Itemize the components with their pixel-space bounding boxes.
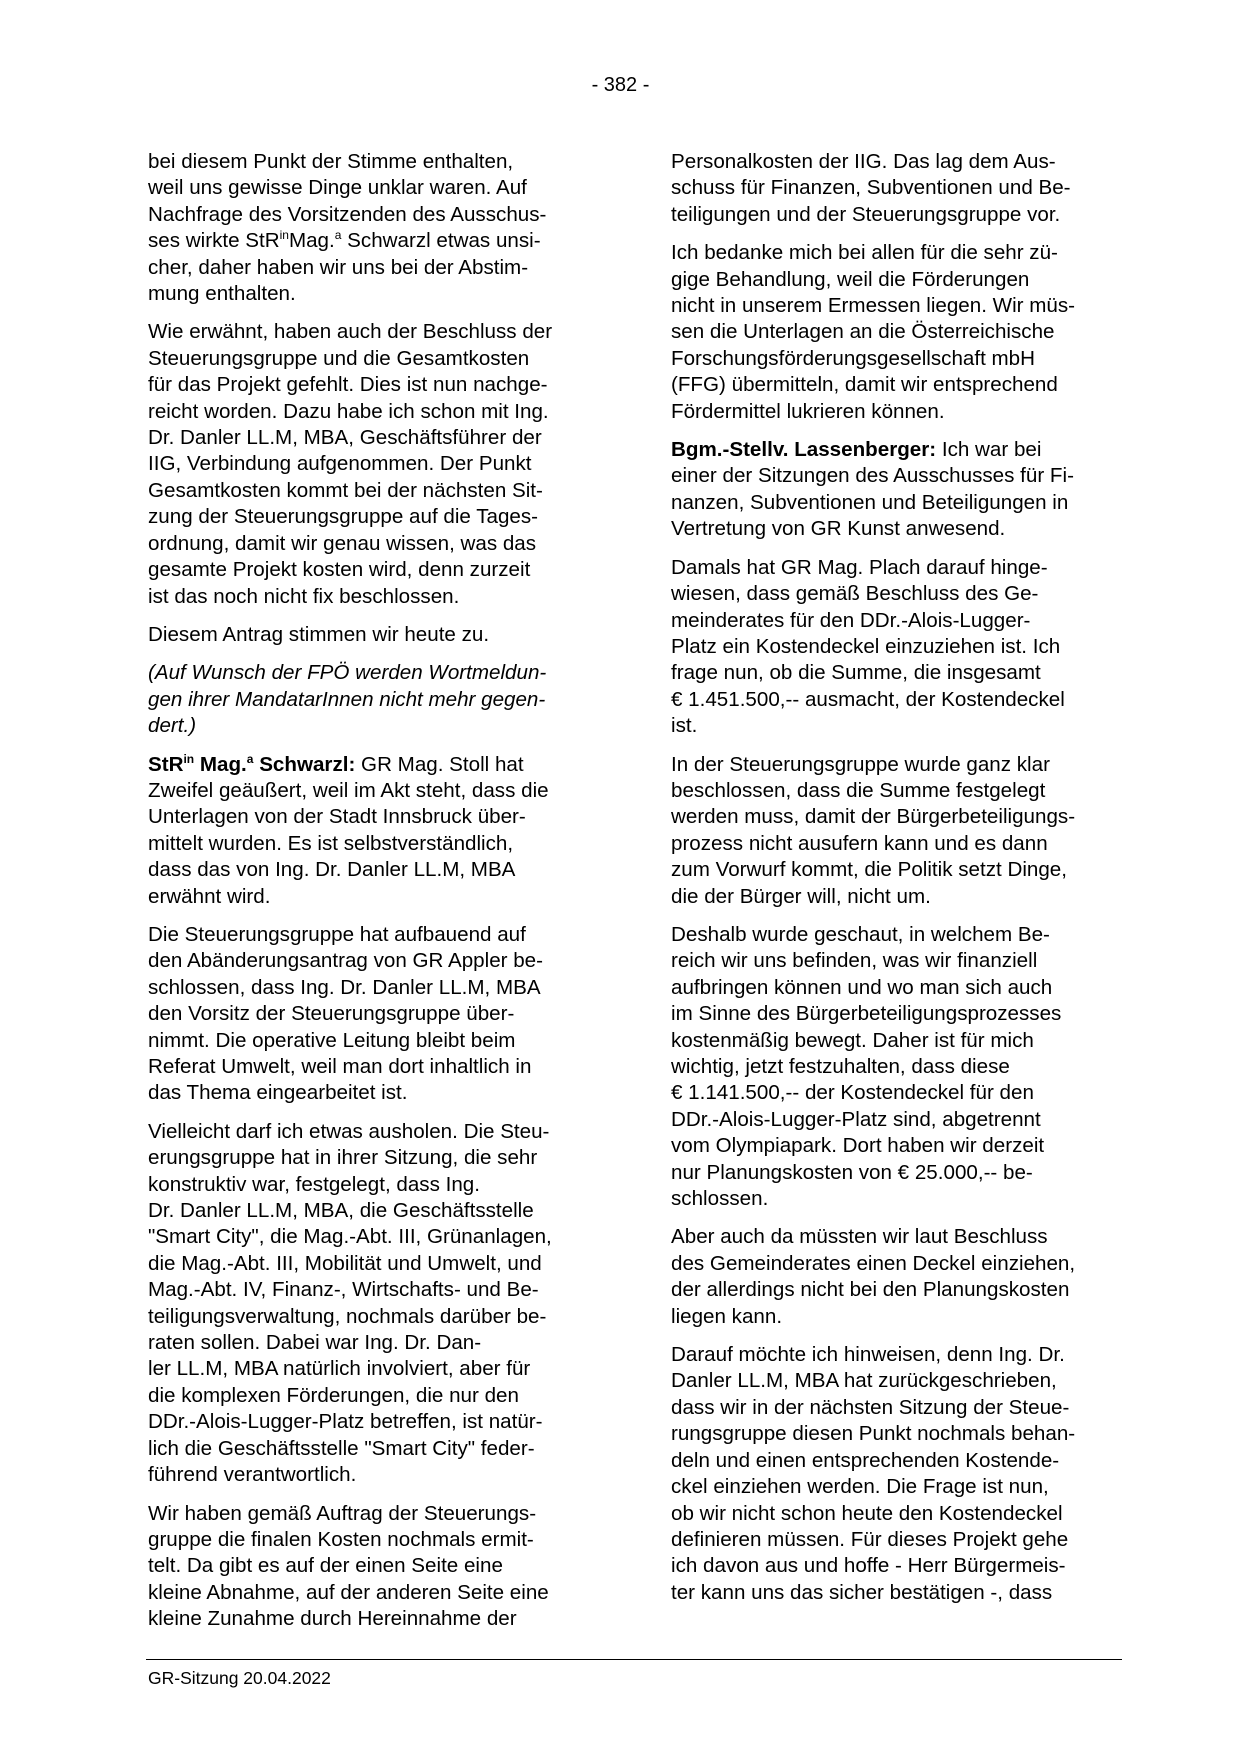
text-line: den Vorsitz der Steuerungsgruppe über-	[148, 1002, 515, 1026]
text-line: dass wir in der nächsten Sitzung der Steue-	[671, 1395, 1070, 1419]
speaker-name: StR$^{in}$ Mag.$^a$ Schwarzl:	[148, 751, 356, 776]
text-line: zung der Steuerungsgruppe auf die Tages-	[148, 505, 539, 529]
text-line: teiligungen und der Steuerungsgruppe vor.	[671, 202, 1061, 226]
text-line: Bgm.-Stellv. Lassenberger: Ich war bei	[671, 438, 1042, 462]
left-column	[148, 149, 600, 1645]
text-line: reich wir uns befinden, was wir finanziell	[671, 949, 1038, 973]
text-line: Fördermittel lukrieren können.	[671, 399, 945, 423]
right-column	[671, 149, 1123, 1618]
text-line: erungsgruppe hat in ihrer Sitzung, die sehr	[148, 1146, 538, 1170]
text-line: kostenmäßig bewegt. Daher ist für mich	[671, 1028, 1034, 1052]
text-line: Platz ein Kostendeckel einzuziehen ist. Ich	[671, 634, 1061, 658]
text-line: gesamte Projekt kosten wird, denn zurzeit	[148, 558, 531, 582]
text-line: Darauf möchte ich hinweisen, denn Ing. Dr.	[671, 1343, 1065, 1367]
text-line: das Thema eingearbeitet ist.	[148, 1081, 408, 1105]
text-line: Gesamtkosten kommt bei der nächsten Sit-	[148, 478, 543, 502]
text-line: nanzen, Subventionen und Beteiligungen in	[671, 490, 1069, 514]
text-line: rungsgruppe diesen Punkt nochmals behan-	[671, 1422, 1076, 1446]
text-line: der allerdings nicht bei den Planungskosten	[671, 1278, 1070, 1302]
text-line: Deshalb wurde geschaut, in welchem Be-	[671, 922, 1050, 946]
text-line: gen ihrer MandatarInnen nicht mehr gegen-	[148, 687, 546, 711]
text-line: gige Behandlung, weil die Förderungen	[671, 267, 1030, 291]
text-line: Forschungsförderungsgesellschaft mbH	[671, 346, 1036, 370]
speaker-paragraph	[148, 752, 600, 910]
paragraph	[671, 1342, 1123, 1606]
text-line: Steuerungsgruppe und die Gesamtkosten	[148, 346, 530, 370]
text-line: nicht in unserem Ermessen liegen. Wir müs-	[671, 294, 1076, 318]
text-line: vom Olympiapark. Dort haben wir derzeit	[671, 1134, 1045, 1158]
text-line: weil uns gewisse Dinge unklar waren. Auf	[148, 176, 527, 200]
text-line: Mag.-Abt. IV, Finanz-, Wirtschafts- und Be-	[148, 1278, 539, 1302]
paragraph	[148, 922, 600, 1107]
text-line: raten sollen. Dabei war Ing. Dr. Dan-	[148, 1331, 482, 1355]
text-line: beschlossen, dass die Summe festgelegt	[671, 778, 1046, 802]
text-line: frage nun, ob die Summe, die insgesamt	[671, 661, 1041, 685]
text-line: nur Planungskosten von € 25.000,-- be-	[671, 1160, 1033, 1184]
text-line: Dr. Danler LL.M, MBA, die Geschäftsstelle	[148, 1199, 534, 1223]
paragraph	[148, 1501, 600, 1633]
text-line: dass das von Ing. Dr. Danler LL.M, MBA	[148, 858, 516, 882]
text-line: Aber auch da müssten wir laut Beschluss	[671, 1225, 1048, 1249]
text-line: DDr.-Alois-Lugger-Platz sind, abgetrennt	[671, 1107, 1041, 1131]
text-line: kleine Abnahme, auf der anderen Seite eine	[148, 1580, 549, 1604]
text-line: reicht worden. Dazu habe ich schon mit Ing.	[148, 399, 549, 423]
text-line: deln und einen entsprechenden Kostende-	[671, 1448, 1060, 1472]
text-line: die komplexen Förderungen, die nur den	[148, 1383, 519, 1407]
text-line: Ich bedanke mich bei allen für die sehr zü-	[671, 241, 1058, 265]
text-line: (Auf Wunsch der FPÖ werden Wortmeldun-	[148, 661, 547, 685]
text-line: mittelt wurden. Es ist selbstverständlich,	[148, 831, 514, 855]
footer-session-date: GR-Sitzung 20.04.2022	[148, 1668, 331, 1688]
paragraph	[148, 622, 600, 648]
text-line: ler LL.M, MBA natürlich involviert, aber für	[148, 1357, 531, 1381]
text-line: die der Bürger will, nicht um.	[671, 884, 931, 908]
speaker-name: Bgm.-Stellv. Lassenberger:	[671, 438, 937, 462]
text-line: ich davon aus und hoffe - Herr Bürgermeis-	[671, 1554, 1066, 1578]
paragraph	[671, 555, 1123, 740]
text-line: erwähnt wird.	[148, 884, 271, 908]
text-line: zum Vorwurf kommt, die Politik setzt Dinge,	[671, 858, 1067, 882]
editorial-note	[148, 660, 600, 739]
text-line: Vertretung von GR Kunst anwesend.	[671, 517, 1006, 541]
text-line: Referat Umwelt, weil man dort inhaltlich in	[148, 1055, 532, 1078]
paragraph	[671, 1224, 1123, 1330]
text-line: konstruktiv war, festgelegt, dass Ing.	[148, 1172, 480, 1196]
text-line: cher, daher haben wir uns bei der Abstim-	[148, 255, 529, 279]
text-line: ter kann uns das sicher bestätigen -, dass	[671, 1580, 1053, 1604]
text-line: lich die Geschäftsstelle "Smart City" feder-	[148, 1436, 535, 1460]
footer-divider	[146, 1659, 1122, 1660]
text-line: "Smart City", die Mag.-Abt. III, Grünanlagen,	[148, 1225, 552, 1249]
paragraph	[671, 922, 1123, 1212]
paragraph	[148, 149, 600, 307]
text-line: ist das noch nicht fix beschlossen.	[148, 584, 460, 608]
text-line: telt. Da gibt es auf der einen Seite eine	[148, 1554, 503, 1578]
text-line: Wir haben gemäß Auftrag der Steuerungs-	[148, 1501, 537, 1525]
text-line: Diesem Antrag stimmen wir heute zu.	[148, 622, 490, 646]
text-line: sen die Unterlagen an die Österreichische	[671, 320, 1055, 344]
text-line: definieren müssen. Für dieses Projekt gehe	[671, 1527, 1069, 1551]
text-line: prozess nicht ausufern kann und es dann	[671, 831, 1048, 855]
text-line: Wie erwähnt, haben auch der Beschluss der	[148, 320, 553, 344]
text-line: führend verantwortlich.	[148, 1463, 357, 1487]
text-line: bei diesem Punkt der Stimme enthalten,	[148, 150, 514, 173]
text-line: StR$^{in}$ Mag.$^a$ Schwarzl: GR Mag. Stoll hat	[148, 751, 524, 776]
text-line: schlossen, dass Ing. Dr. Danler LL.M, MBA	[148, 975, 541, 999]
text-line: gruppe die finalen Kosten nochmals ermit-	[148, 1527, 534, 1551]
text-line: wiesen, dass gemäß Beschluss des Ge-	[671, 582, 1039, 606]
speaker-paragraph	[671, 437, 1123, 543]
text-line: meinderates für den DDr.-Alois-Lugger-	[671, 608, 1031, 632]
text-line: im Sinne des Bürgerbeteiligungsprozesses	[671, 1002, 1062, 1026]
text-line: Damals hat GR Mag. Plach darauf hinge-	[671, 555, 1048, 579]
text-line: DDr.-Alois-Lugger-Platz betreffen, ist natür-	[148, 1410, 543, 1434]
text-line: aufbringen können und wo man sich auch	[671, 975, 1053, 999]
text-line: ist.	[671, 714, 698, 738]
text-line: Die Steuerungsgruppe hat aufbauend auf	[148, 922, 526, 946]
text-line: mung enthalten.	[148, 282, 296, 306]
paragraph	[148, 319, 600, 609]
text-line: nimmt. Die operative Leitung bleibt beim	[148, 1028, 516, 1052]
paragraph	[671, 240, 1123, 425]
text-line: € 1.451.500,-- ausmacht, der Kostendeckel	[671, 687, 1065, 711]
text-line: die Mag.-Abt. III, Mobilität und Umwelt, und	[148, 1251, 542, 1275]
text-line: Unterlagen von der Stadt Innsbruck über-	[148, 805, 526, 829]
text-line: den Abänderungsantrag von GR Appler be-	[148, 949, 543, 973]
text-line: Zweifel geäußert, weil im Akt steht, dass die	[148, 778, 549, 802]
text-line: Dr. Danler LL.M, MBA, Geschäftsführer der	[148, 426, 542, 450]
text-line: kleine Zunahme durch Hereinnahme der	[148, 1607, 517, 1631]
text-line: (FFG) übermitteln, damit wir entsprechend	[671, 373, 1058, 397]
text-line: ordnung, damit wir genau wissen, was das	[148, 531, 537, 555]
text-line: Personalkosten der IIG. Das lag dem Aus-	[671, 150, 1056, 173]
text-line: Vielleicht darf ich etwas ausholen. Die Steu-	[148, 1119, 550, 1143]
text-line: liegen kann.	[671, 1304, 783, 1328]
text-line: Danler LL.M, MBA hat zurückgeschrieben,	[671, 1369, 1057, 1393]
text-line: ckel einziehen werden. Die Frage ist nun,	[671, 1475, 1049, 1499]
text-line: Nachfrage des Vorsitzenden des Ausschus-	[148, 202, 547, 226]
text-line: In der Steuerungsgruppe wurde ganz klar	[671, 752, 1050, 776]
paragraph	[671, 752, 1123, 910]
text-line: wichtig, jetzt festzuhalten, dass diese	[671, 1055, 1010, 1078]
text-line: werden muss, damit der Bürgerbeteiligungs-	[671, 805, 1076, 829]
text-line: dert.)	[148, 714, 197, 738]
text-line: IIG, Verbindung aufgenommen. Der Punkt	[148, 452, 532, 476]
page-number: - 382 -	[591, 74, 650, 96]
text-line: schuss für Finanzen, Subventionen und Be-	[671, 176, 1071, 200]
text-line: ob wir nicht schon heute den Kostendeckel	[671, 1501, 1063, 1525]
paragraph	[148, 1119, 600, 1489]
text-line: € 1.141.500,-- der Kostendeckel für den	[671, 1081, 1034, 1105]
text-line: schlossen.	[671, 1187, 769, 1211]
text-line: einer der Sitzungen des Ausschusses für Fi-	[671, 464, 1074, 488]
text-line: ses wirkte StR$^{in}$Mag.$^a$ Schwarzl etwas unsi-	[148, 228, 541, 253]
text-line: teiligungsverwaltung, nochmals darüber be-	[148, 1304, 547, 1328]
text-line: für das Projekt gefehlt. Dies ist nun nachge-	[148, 373, 548, 397]
paragraph	[671, 149, 1123, 228]
text-line: des Gemeinderates einen Deckel einziehen,	[671, 1251, 1076, 1275]
